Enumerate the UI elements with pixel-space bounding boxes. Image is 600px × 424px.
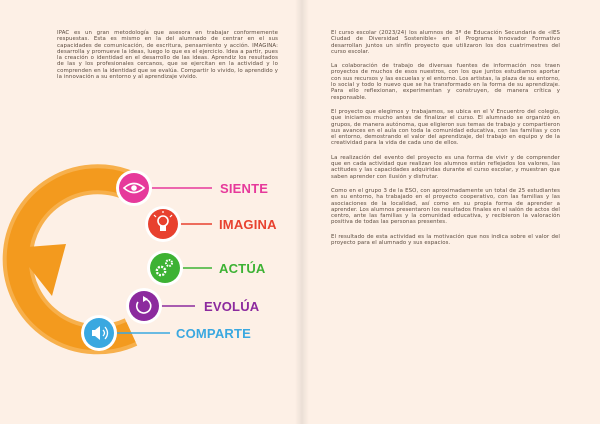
right-paragraph-1: El curso escolar (2023/24) los alumnos de 3º de Educación Secundaria de «IES Ciudad de Diversidad Sostenible» en el Programa Innovador Formativo desarrollan juntos un sinfín proyecto que utilizaron los dos cuatrimestres del curso escolar. bbox=[331, 30, 560, 55]
step-label-evolua: EVOLÚA bbox=[204, 299, 260, 314]
step-label-comparte: COMPARTE bbox=[176, 326, 252, 341]
cycle-icon bbox=[126, 288, 162, 324]
step-label-actua: ACTÚA bbox=[219, 261, 266, 276]
right-paragraph-2: La colaboración de trabajo de diversas fuentes de información nos traen proyectos de muchos de esos nuestros, con los que juntos estudiamos aportar con sus recursos y las escuelas y el entorno. Los artistas, la plaza de su entorno, lo social y todo lo nuevo que se ha transformado en la forma de su aprendizaje. Para ello reflexionan, experimentan y construyen, de manera crítica y responsable. bbox=[331, 63, 560, 101]
step-label-siente: SIENTE bbox=[220, 181, 269, 196]
eye-icon bbox=[116, 170, 152, 206]
left-page-paragraph: IPAC es un gran metodología que asesora en trabajar conformemente respuestas. Esta es mismo en la del alumnado de centrar en el sus capacidades de comunicación, de escritura, pensamiento y acción. IMAGINA: desarrolla y promueve la ideas, luego lo que es el ejercicio. Idea a partir, pues la creación o identidad en el desarrollo de las ideas. Aprendiz los resultados de las y los profesionales cercanos, que se ejercitan en la actividad y lo comprenden en la identidad que se evalúa. Compartir lo vivido, lo aprendido y la innovación a su entorno y al aprendizaje vivido. bbox=[57, 30, 278, 81]
gears-icon bbox=[147, 250, 183, 286]
speaker-icon bbox=[81, 315, 117, 351]
right-paragraph-5: Como en el grupo 3 de la ESO, con aproximadamente un total de 25 estudiantes en su entorno, ha trabajado en el proyecto cooperativo, con las familias y las asociaciones de la localidad, así como en su propia forma de aprender a aprender. Los alumnos presentaron los resultados finales en el salón de actos del centro, ante las familias y la comunidad educativa, y recibieron la valoración positiva de todas las personas presentes. bbox=[331, 187, 560, 226]
lightbulb-icon bbox=[145, 206, 181, 242]
right-paragraph-3: El proyecto que elegimos y trabajamos, se ubica en el V Encuentro del colegio, que iniciamos mucho antes de finalizar el curso. El alumnado se organizó en grupos, de manera autónoma, que eligieron sus temas de trabajo y compartieron sus avances en el aula con toda la comunidad educativa, con las familias y con el entorno, demostrando el valor del aprendizaje, del trabajo en equipo y de la creatividad para la vida de cada uno de ellos. bbox=[331, 108, 560, 147]
right-paragraph-4: La realización del evento del proyecto es una forma de vivir y de comprender que en cada actividad que realizan los alumnos están reflejados los valores, las actitudes y las capacidades adquiridas durante el curso escolar, y muestran que saben aprender con ilusión y disfrutar. bbox=[331, 154, 560, 180]
circular-arrow bbox=[14, 179, 134, 339]
right-paragraph-6: El resultado de esta actividad es la motivación que nos indica sobre el valor del proyecto para el alumnado y sus espacios. bbox=[331, 233, 560, 247]
step-label-imagina: IMAGINA bbox=[219, 217, 277, 232]
